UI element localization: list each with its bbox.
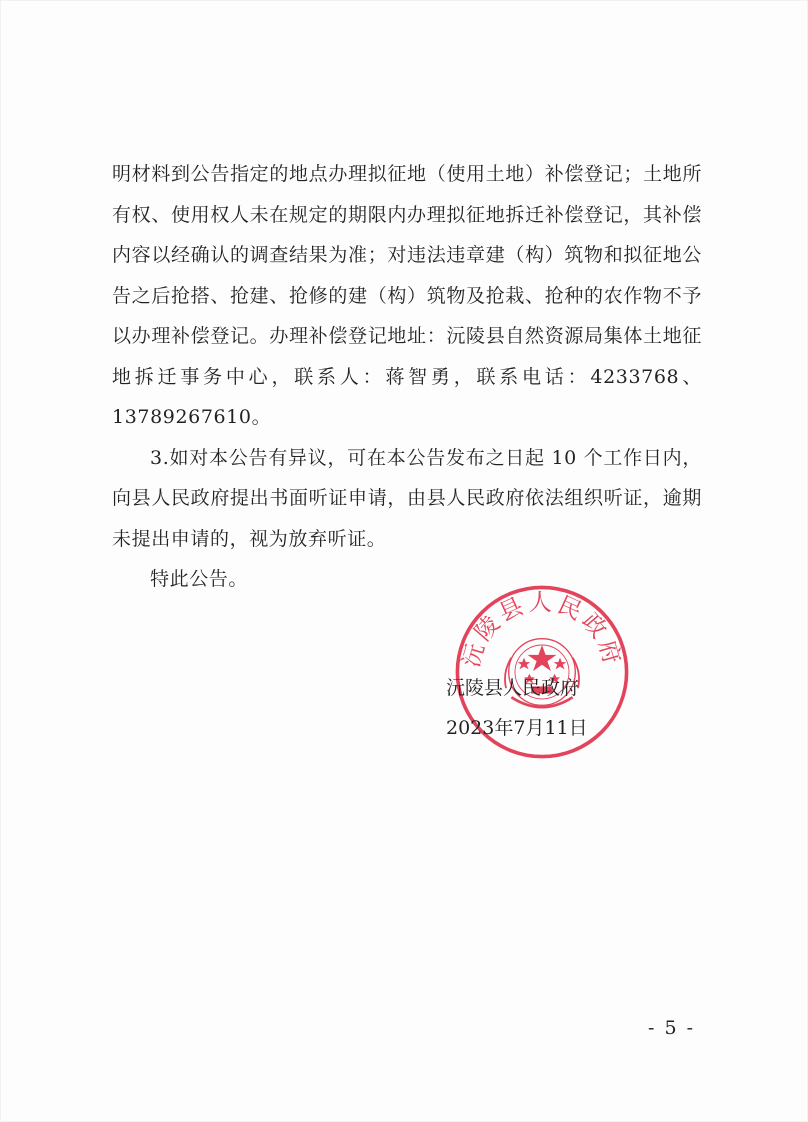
document-body [112, 154, 702, 600]
issue-date: 2023年7月11日 [446, 717, 588, 739]
paragraph-hearing: 3.如对本公告有异议，可在本公告发布之日起 10 个工作日内，向县人民政府提出书面听证申请，由县人民政府依法组织听证，逾期未提出申请的，视为放弃听证。 [112, 446, 702, 550]
paragraph-registration: 明材料到公告指定的地点办理拟征地（使用土地）补偿登记；土地所有权、使用权人未在规定的期限内办理拟征地拆迁补偿登记，其补偿内容以经确认的调查结果为准；对违法违章建（构）筑物和拟征地公告之后抢搭、抢建、抢修的建（构）筑物及抢栽、抢种的农作物不予以办理补偿登记。办理补偿登记地址：沅陵县自然资源局集体土地征地拆迁事务中心，联系人：蒋智勇，联系电话：4233768、13789267610。 [112, 163, 702, 428]
page-number: - 5 - [648, 1017, 696, 1039]
seal-text: 沅陵县人民政府 [456, 588, 628, 671]
issuer-name: 沅陵县人民政府 [446, 677, 580, 699]
paragraph-closing: 特此公告。 [150, 568, 249, 590]
signature-block [446, 668, 588, 748]
